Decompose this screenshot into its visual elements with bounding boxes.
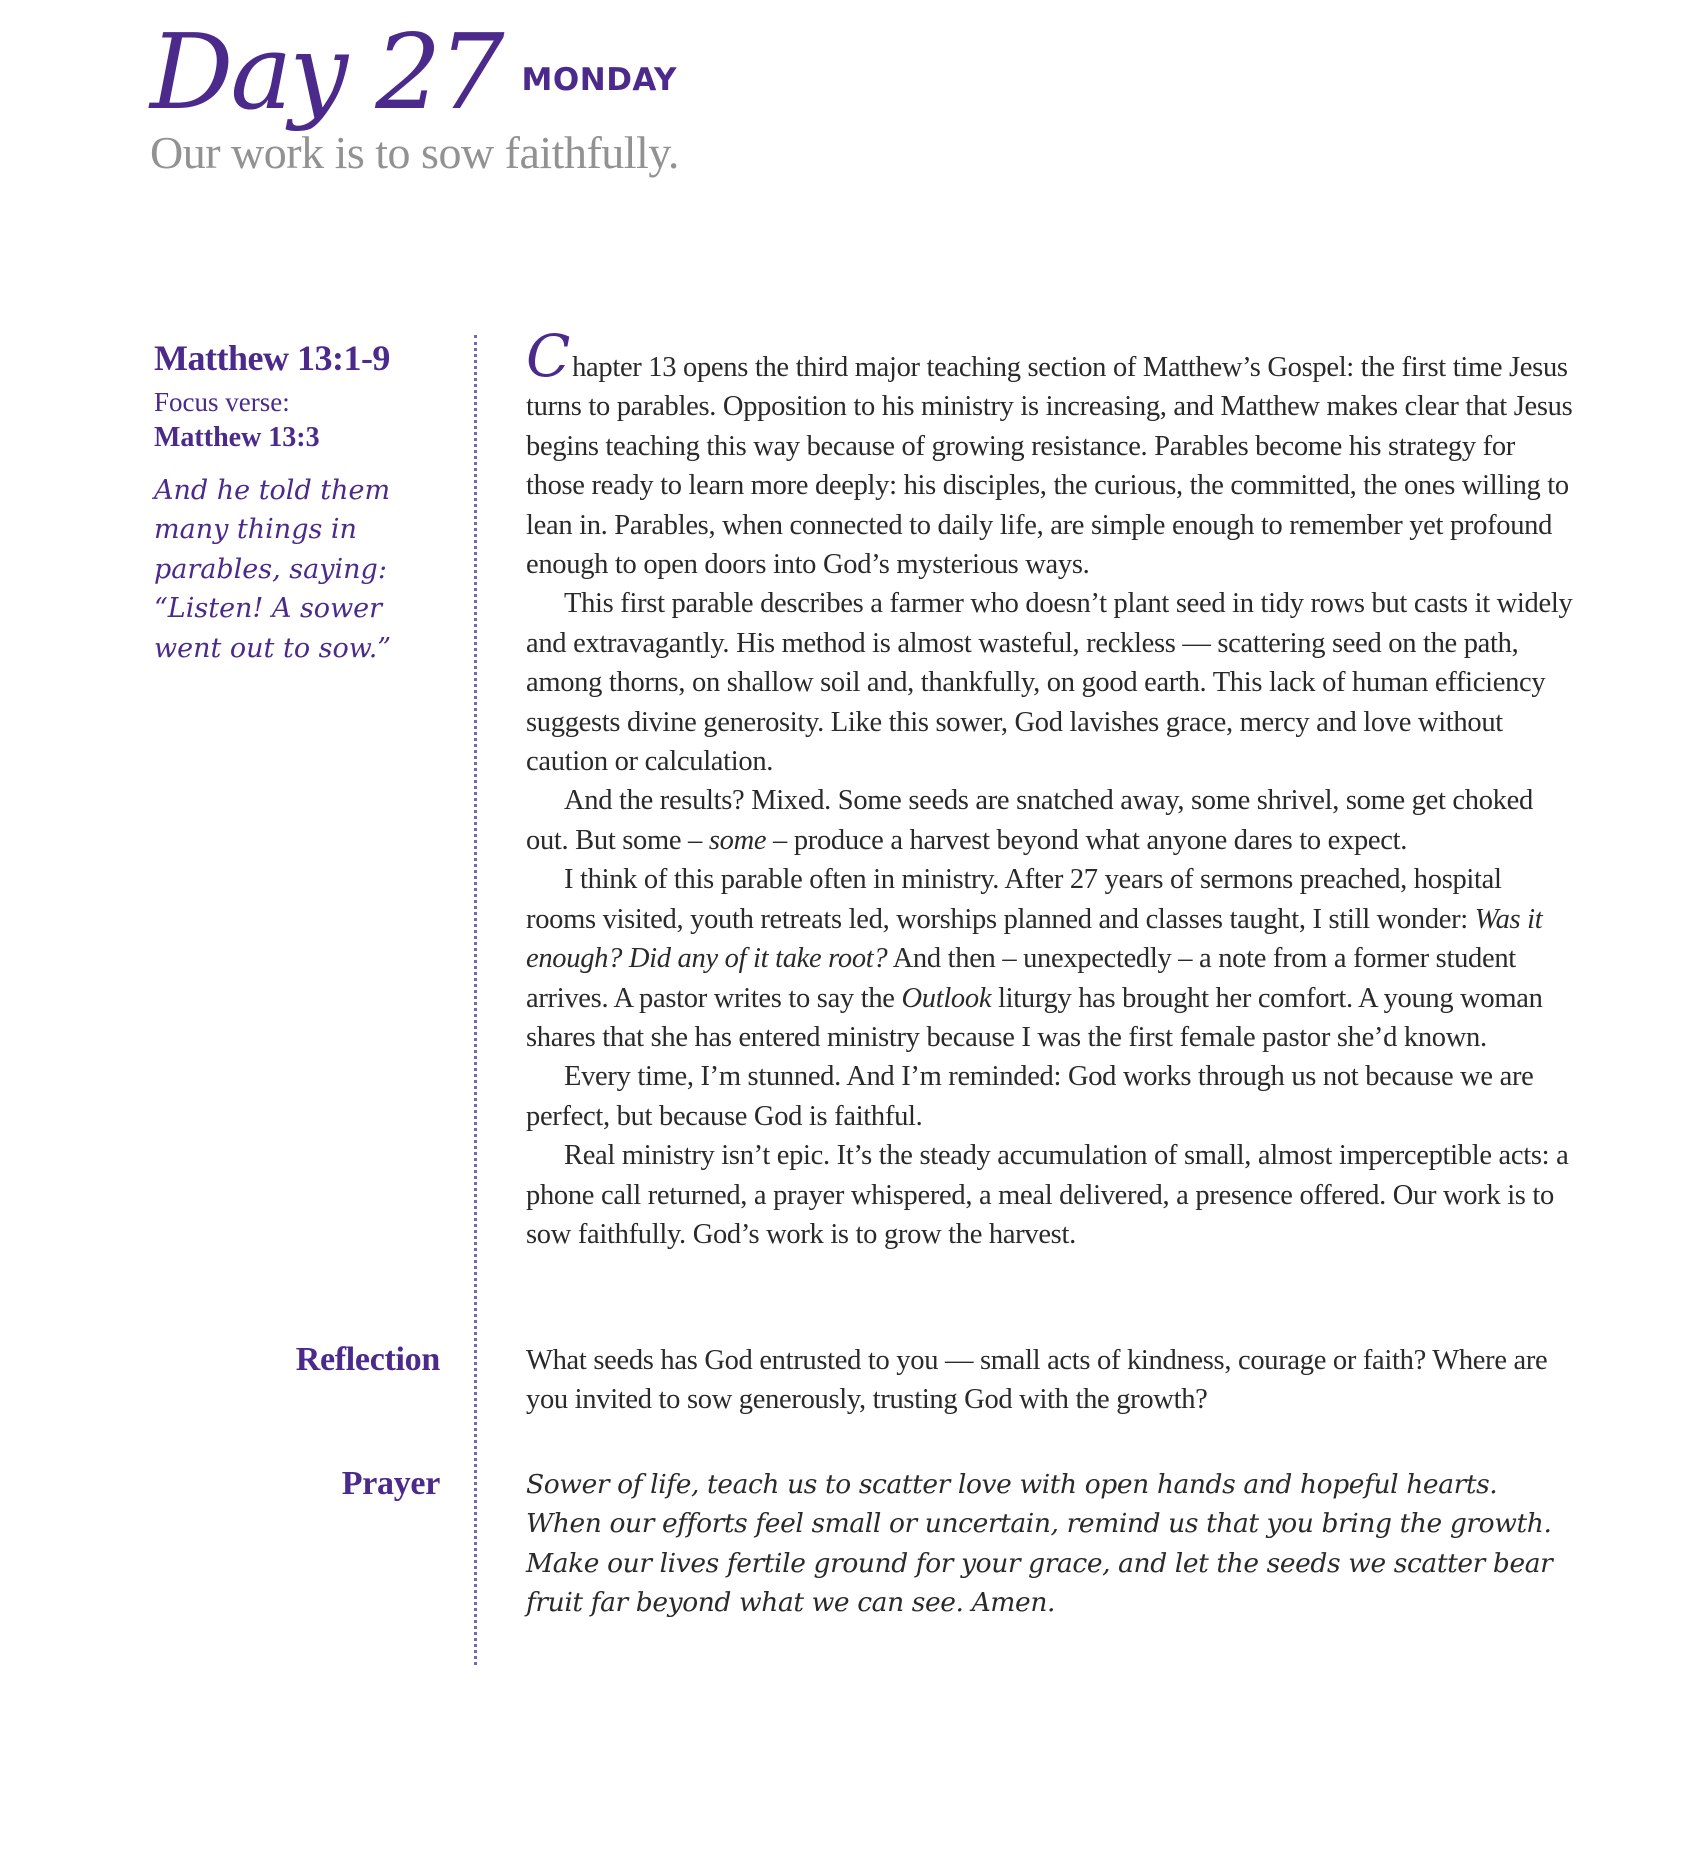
day-heading: [150, 11, 679, 133]
focus-verse-label: Focus verse:: [154, 387, 290, 418]
paragraph-4-emphasis-1: Was it enough? Did any of it take root?: [526, 903, 1543, 975]
prayer-text: Sower of life, teach us to scatter love with open hands and hopeful hearts. When our efforts feel small or uncertain, remind us that you bring the growth. Make our lives fertile ground for your grace, and let the seeds we scatter bear fruit far beyond what we can see. Amen.: [526, 1469, 1553, 1619]
paragraph-3-part-b: – produce a harvest beyond what anyone dares to expect.: [766, 824, 1408, 856]
scripture-sidebar: [154, 338, 434, 668]
paragraph-3-part-a: And the results? Mixed. Some seeds are snatched away, some shrivel, some get choked out. But some –: [526, 785, 1533, 856]
reflection-text: What seeds has God entrusted to you — small acts of kindness, courage or faith? Where are you invited to sow generously, trusting God with the growth?: [526, 1345, 1548, 1416]
drop-cap: C: [526, 322, 571, 390]
prayer-label: Prayer: [341, 1465, 440, 1502]
paragraph-3-emphasis: some: [708, 824, 767, 856]
paragraph-1-text: hapter 13 opens the third major teaching section of Matthew’s Gospel: the first time Jesus turns to parables. Opposition to his ministry is increasing, and Matthew makes clear that Jesus begins teaching this way because of growing resistance. Parables become his strategy for those ready to learn more deeply: his disciples, the curious, the committed, the ones willing to lean in. Parables, when connected to daily life, are simple enough to remember yet profound enough to open doors into God’s mysterious ways.: [526, 352, 1573, 581]
page-subtitle: Our work is to sow faithfully.: [150, 127, 679, 178]
day-title: Day 27: [150, 11, 502, 133]
focus-verse-reference: Matthew 13:3: [154, 422, 320, 454]
scripture-reference: Matthew 13:1-9: [154, 338, 390, 378]
paragraph-6: Real ministry isn’t epic. It’s the steady accumulation of small, almost imperceptible acts: a phone call returned, a prayer whispered, a meal delivered, a presence offered. Our work is to sow faithfully. God’s work is to grow the harvest.: [526, 1140, 1569, 1250]
paragraph-4-emphasis-2: Outlook: [901, 982, 992, 1014]
weekday-label: MONDAY: [521, 62, 677, 98]
paragraph-1: [526, 322, 1578, 584]
paragraph-4-part-a: I think of this parable often in ministry. After 27 years of sermons preached, hospital rooms visited, youth retreats led, worships planned and classes taught, I still wonder:: [526, 864, 1502, 935]
dotted-divider: [474, 335, 477, 1665]
paragraph-3: [526, 781, 1578, 860]
devotional-body: [526, 322, 1578, 1254]
focus-verse-text: And he told them many things in parables, saying: “Listen! A sower went out to sow.”: [154, 474, 392, 664]
paragraph-4-part-c: liturgy has brought her comfort. A young woman shares that she has entered ministry because I was the first female pastor she’d known.: [526, 982, 1543, 1053]
paragraph-2: This first parable describes a farmer who doesn’t plant seed in tidy rows but casts it widely and extravagantly. His method is almost wasteful, reckless — scattering seed on the path, among thorns, on shallow soil and, thankfully, on good earth. This lack of human efficiency suggests divine generosity. Like this sower, God lavishes grace, mercy and love without caution or calculation.: [526, 588, 1573, 778]
paragraph-4-part-b: And then – unexpectedly – a note from a former student arrives. A pastor writes to say the: [526, 943, 1516, 1014]
page-header: [150, 11, 679, 179]
paragraph-4: [526, 860, 1578, 1057]
reflection-label: Reflection: [295, 1341, 440, 1378]
paragraph-5: Every time, I’m stunned. And I’m reminded: God works through us not because we are perfect, but because God is faithful.: [526, 1061, 1534, 1132]
